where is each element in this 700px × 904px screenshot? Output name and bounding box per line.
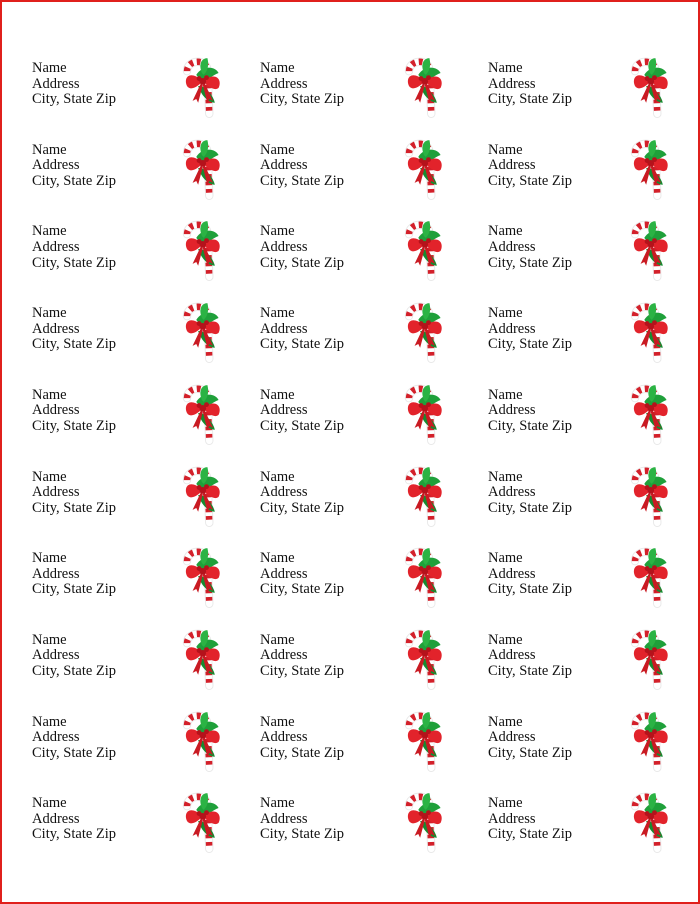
label-name: Name (32, 713, 67, 730)
candy-cane-icon (174, 133, 226, 203)
candy-cane-icon (396, 214, 448, 284)
label-city-state-zip: City, State Zip (32, 417, 117, 434)
label-address: Address (32, 729, 80, 746)
label-name: Name (260, 60, 295, 76)
candy-cane-icon (622, 623, 674, 693)
label-city-state-zip: City, State Zip (488, 254, 573, 271)
label-name: Name (260, 713, 295, 730)
label-city-state-zip: City, State Zip (260, 91, 345, 108)
label-address: Address (488, 157, 536, 174)
label-city-state-zip: City, State Zip (32, 91, 117, 108)
label-name: Name (260, 550, 295, 567)
address-block (260, 224, 344, 271)
address-label (488, 388, 700, 466)
label-city-state-zip: City, State Zip (260, 254, 345, 271)
label-city-state-zip: City, State Zip (488, 336, 573, 353)
label-address: Address (488, 484, 536, 501)
candy-cane-icon (622, 786, 674, 856)
label-name: Name (488, 141, 523, 158)
label-address: Address (32, 647, 80, 664)
address-label (32, 61, 254, 139)
label-city-state-zip: City, State Zip (488, 417, 573, 434)
address-label (32, 306, 254, 384)
label-address: Address (488, 320, 536, 337)
label-city-state-zip: City, State Zip (488, 663, 573, 680)
address-block (260, 796, 344, 843)
label-address: Address (32, 484, 80, 501)
label-name: Name (260, 141, 295, 158)
label-address: Address (260, 565, 308, 582)
candy-cane-icon (622, 51, 674, 121)
address-block (488, 388, 572, 435)
address-label (260, 715, 482, 793)
label-address: Address (260, 402, 308, 419)
label-address: Address (260, 810, 308, 827)
label-city-state-zip: City, State Zip (488, 581, 573, 598)
address-label (260, 633, 482, 711)
address-label (260, 143, 482, 221)
address-label (32, 715, 254, 793)
address-block (32, 224, 116, 271)
label-city-state-zip: City, State Zip (260, 581, 345, 598)
label-address: Address (488, 402, 536, 419)
label-city-state-zip: City, State Zip (32, 336, 117, 353)
label-city-state-zip: City, State Zip (488, 172, 573, 189)
label-address: Address (32, 75, 80, 92)
candy-cane-icon (174, 378, 226, 448)
candy-cane-icon (622, 460, 674, 530)
label-address: Address (260, 729, 308, 746)
label-city-state-zip: City, State Zip (32, 744, 117, 761)
address-block (260, 61, 344, 108)
address-block (488, 470, 572, 517)
label-address: Address (488, 238, 536, 255)
address-block (32, 796, 116, 843)
address-label (260, 224, 482, 302)
address-label (488, 633, 700, 711)
address-label (260, 61, 482, 139)
address-label (32, 388, 254, 466)
address-label (488, 224, 700, 302)
label-address: Address (32, 238, 80, 255)
address-block (32, 143, 116, 190)
label-city-state-zip: City, State Zip (260, 744, 345, 761)
address-label (260, 388, 482, 466)
address-block (488, 551, 572, 598)
address-block (488, 715, 572, 762)
candy-cane-icon (174, 214, 226, 284)
label-city-state-zip: City, State Zip (32, 826, 117, 843)
address-label (488, 551, 700, 629)
label-address: Address (260, 238, 308, 255)
candy-cane-icon (174, 786, 226, 856)
candy-cane-icon (396, 786, 448, 856)
label-city-state-zip: City, State Zip (32, 499, 117, 516)
label-address: Address (488, 75, 536, 92)
candy-cane-icon (174, 623, 226, 693)
label-name: Name (488, 60, 523, 76)
label-name: Name (32, 305, 67, 322)
address-label (32, 551, 254, 629)
address-label (488, 715, 700, 793)
candy-cane-icon (174, 705, 226, 775)
candy-cane-icon (622, 214, 674, 284)
label-name: Name (260, 223, 295, 240)
address-block (32, 470, 116, 517)
address-label (260, 306, 482, 384)
address-block (32, 715, 116, 762)
candy-cane-icon (396, 133, 448, 203)
address-block (488, 306, 572, 353)
address-block (260, 143, 344, 190)
label-address: Address (488, 565, 536, 582)
label-name: Name (32, 795, 67, 812)
candy-cane-icon (396, 296, 448, 366)
label-name: Name (260, 468, 295, 485)
candy-cane-icon (396, 460, 448, 530)
label-name: Name (488, 223, 523, 240)
label-city-state-zip: City, State Zip (260, 499, 345, 516)
label-name: Name (488, 631, 523, 648)
address-label (488, 143, 700, 221)
label-name: Name (32, 631, 67, 648)
label-city-state-zip: City, State Zip (488, 744, 573, 761)
address-label (32, 470, 254, 548)
candy-cane-icon (622, 541, 674, 611)
candy-cane-icon (174, 51, 226, 121)
label-city-state-zip: City, State Zip (488, 826, 573, 843)
label-address: Address (32, 320, 80, 337)
label-name: Name (260, 795, 295, 812)
label-name: Name (488, 386, 523, 403)
label-name: Name (488, 713, 523, 730)
address-block (260, 551, 344, 598)
candy-cane-icon (396, 623, 448, 693)
label-address: Address (260, 484, 308, 501)
candy-cane-icon (174, 541, 226, 611)
label-address: Address (32, 565, 80, 582)
label-city-state-zip: City, State Zip (260, 417, 345, 434)
label-name: Name (488, 550, 523, 567)
label-name: Name (488, 795, 523, 812)
address-block (488, 224, 572, 271)
address-label (488, 61, 700, 139)
candy-cane-icon (396, 378, 448, 448)
address-block (260, 633, 344, 680)
label-city-state-zip: City, State Zip (32, 581, 117, 598)
candy-cane-icon (396, 705, 448, 775)
address-label (32, 143, 254, 221)
label-name: Name (488, 305, 523, 322)
address-block (488, 61, 572, 108)
label-name: Name (32, 223, 67, 240)
label-address: Address (32, 157, 80, 174)
candy-cane-icon (174, 460, 226, 530)
address-block (32, 306, 116, 353)
address-block (260, 470, 344, 517)
address-block (32, 633, 116, 680)
address-block (32, 388, 116, 435)
address-block (32, 61, 116, 108)
address-label (488, 470, 700, 548)
candy-cane-icon (396, 51, 448, 121)
address-block (488, 633, 572, 680)
address-block (488, 796, 572, 843)
label-address: Address (488, 647, 536, 664)
label-address: Address (260, 320, 308, 337)
address-block (488, 143, 572, 190)
label-name: Name (260, 386, 295, 403)
address-label (488, 306, 700, 384)
label-address: Address (32, 402, 80, 419)
address-block (260, 388, 344, 435)
address-label (488, 796, 700, 874)
address-label (32, 633, 254, 711)
candy-cane-icon (622, 133, 674, 203)
label-address: Address (260, 157, 308, 174)
label-address: Address (488, 729, 536, 746)
label-address: Address (260, 75, 308, 92)
candy-cane-icon (174, 296, 226, 366)
label-name: Name (260, 631, 295, 648)
candy-cane-icon (622, 378, 674, 448)
label-city-state-zip: City, State Zip (488, 499, 573, 516)
address-label (260, 796, 482, 874)
address-block (260, 715, 344, 762)
address-label (260, 551, 482, 629)
candy-cane-icon (622, 705, 674, 775)
label-city-state-zip: City, State Zip (260, 663, 345, 680)
label-name: Name (32, 141, 67, 158)
candy-cane-icon (396, 541, 448, 611)
label-city-state-zip: City, State Zip (260, 172, 345, 189)
label-name: Name (32, 468, 67, 485)
address-block (32, 551, 116, 598)
label-city-state-zip: City, State Zip (32, 254, 117, 271)
label-name: Name (32, 386, 67, 403)
label-address: Address (32, 810, 80, 827)
label-city-state-zip: City, State Zip (260, 336, 345, 353)
address-block (260, 306, 344, 353)
label-city-state-zip: City, State Zip (32, 663, 117, 680)
label-address: Address (488, 810, 536, 827)
label-name: Name (260, 305, 295, 322)
label-city-state-zip: City, State Zip (260, 826, 345, 843)
label-name: Name (32, 60, 67, 76)
label-name: Name (488, 468, 523, 485)
address-label (32, 224, 254, 302)
address-label (32, 796, 254, 874)
address-label (260, 470, 482, 548)
label-city-state-zip: City, State Zip (488, 91, 573, 108)
label-name: Name (32, 550, 67, 567)
candy-cane-icon (622, 296, 674, 366)
label-city-state-zip: City, State Zip (32, 172, 117, 189)
label-address: Address (260, 647, 308, 664)
